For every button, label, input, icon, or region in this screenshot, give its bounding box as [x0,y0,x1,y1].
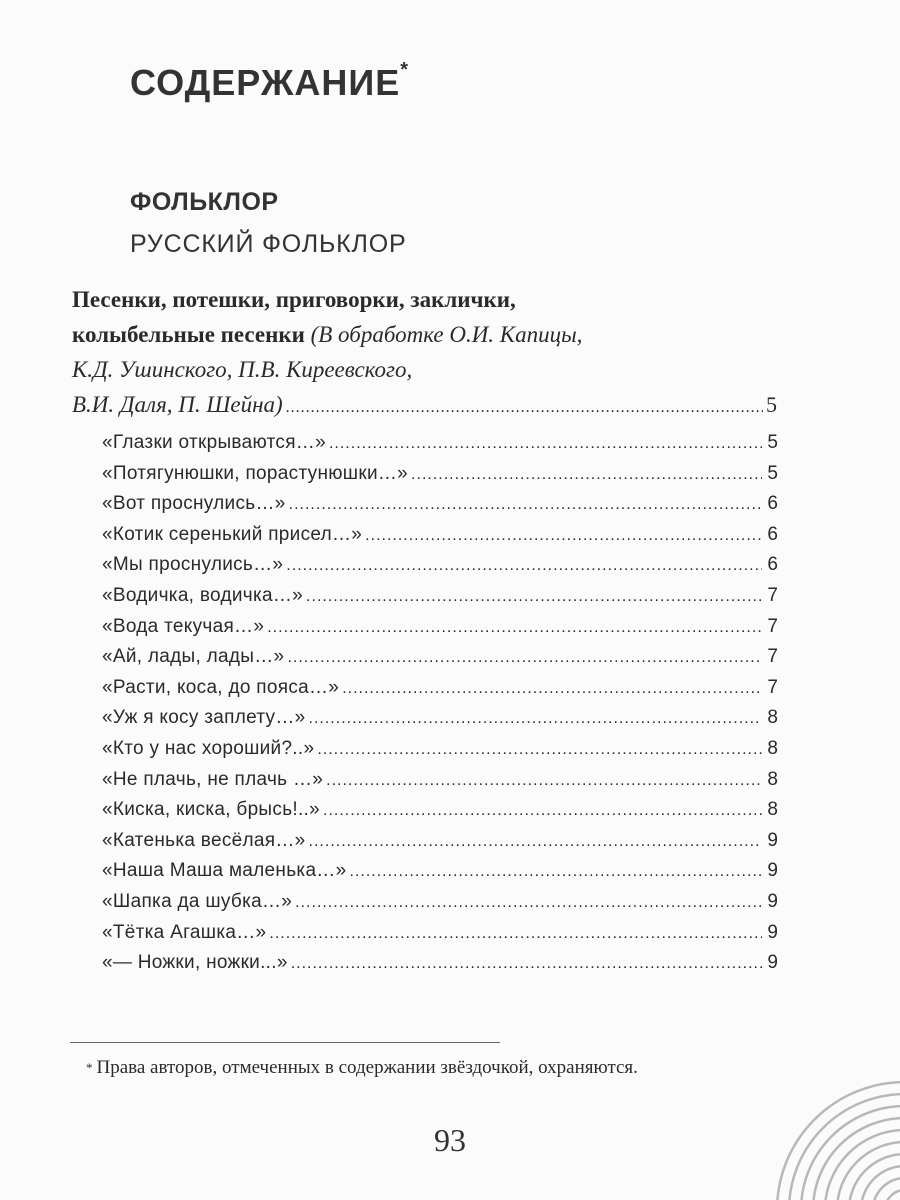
toc-entry[interactable] [102,463,778,494]
toc-entry-title: «Не плачь, не плачь …» [102,768,324,790]
toc-entry-page: 5 [767,462,778,484]
toc-entry[interactable] [102,493,778,524]
toc-entry[interactable] [102,616,778,647]
toc-entry-page: 9 [767,890,778,912]
toc-entry[interactable] [102,677,778,708]
dot-leader [267,619,762,637]
toc-entry[interactable] [102,646,778,677]
toc-entry[interactable] [102,952,778,983]
dot-leader [289,496,762,514]
toc-entry-title: «Глазки открываются…» [102,432,326,453]
decorative-swirl-icon [700,1030,900,1200]
dot-leader [329,435,762,453]
toc-entry-title: «Ай, лады, лады…» [102,646,285,668]
dot-leader [309,833,762,851]
page-number: 93 [434,1122,466,1158]
toc-entry[interactable] [102,585,778,616]
section-heading: ФОЛЬКЛОР [130,188,279,216]
dot-leader [286,390,763,425]
toc-entry-page: 7 [767,676,778,698]
toc-entry-title: «Котик серенький присел…» [102,523,363,545]
toc-entry-page: 8 [767,768,778,790]
toc-entry-title: «— Ножки, ножки...» [102,952,288,974]
group-heading [72,282,792,425]
toc-entry-title: «Катенька весёлая…» [102,829,306,851]
toc-entry-page: 8 [767,707,778,729]
dot-leader [306,588,762,606]
footnote-text: Права авторов, отмеченных в содержании звёздочкой, охраняются. [96,1057,638,1078]
toc-entry-page: 6 [767,523,778,545]
toc-entry[interactable] [102,738,778,769]
dot-leader [287,649,762,667]
page-title [130,59,410,104]
toc-entry-title: «Вот проснулись…» [102,493,286,515]
dot-leader [317,741,762,759]
toc-entry-page: 7 [767,584,778,606]
group-heading-line-4 [72,387,777,425]
toc-entry[interactable] [102,922,778,953]
group-editors-part-3: В.И. Даля, П. Шейна) [72,392,283,417]
toc-entry[interactable] [102,799,778,830]
toc-entry-title: «Уж я косу заплету…» [102,707,306,729]
subsection-heading: РУССКИЙ ФОЛЬКЛОР [130,230,407,258]
title-text: СОДЕРЖАНИЕ [130,62,401,103]
dot-leader [365,527,762,545]
toc-entry-title: «Наша Маша маленька…» [102,860,347,882]
toc-list [102,432,778,983]
dot-leader [269,925,762,943]
dot-leader [342,680,762,698]
toc-entry[interactable] [102,769,778,800]
footnote-mark: * [86,1060,93,1075]
toc-entry-page: 9 [767,921,778,943]
toc-entry-title: «Шапка да шубка…» [102,890,293,912]
group-editors-part-1: (В обработке О.И. Капицы, [310,322,583,347]
dot-leader [309,710,762,728]
toc-entry-page: 6 [767,554,778,576]
toc-entry-title: «Киска, киска, брысь!..» [102,799,320,821]
footnote [72,1053,792,1082]
toc-entry-page: 6 [767,493,778,515]
toc-entry-title: «Тётка Агашка…» [102,921,267,943]
dot-leader [286,557,762,575]
toc-entry-title: «Расти, коса, до пояса…» [102,676,340,698]
dot-leader [291,955,762,973]
footnote-divider [70,1042,500,1043]
toc-entry-title: «Водичка, водичка…» [102,584,304,606]
toc-entry-title: «Потягунюшки, порастунюшки…» [102,462,409,484]
toc-entry-title: «Мы проснулись…» [102,554,284,576]
toc-entry-page: 5 [767,432,778,453]
group-title-part-1: Песенки, потешки, приговорки, заклички, [72,287,516,312]
toc-entry-page: 7 [767,646,778,668]
toc-entry[interactable] [102,860,778,891]
dot-leader [326,772,762,790]
toc-entry-page: 9 [767,860,778,882]
toc-entry[interactable] [102,707,778,738]
toc-entry[interactable] [102,432,778,463]
toc-entry-page: 8 [767,737,778,759]
group-page-number: 5 [766,392,777,417]
toc-entry-page: 7 [767,615,778,637]
toc-entry[interactable] [102,554,778,585]
toc-entry-title: «Вода текучая…» [102,615,265,637]
group-editors-part-2: К.Д. Ушинского, П.В. Киреевского, [72,357,413,382]
group-heading-line-2 [72,317,792,352]
toc-entry-page: 9 [767,952,778,974]
toc-entry[interactable] [102,524,778,555]
toc-entry-title: «Кто у нас хороший?..» [102,737,315,759]
title-footnote-mark: * [400,59,410,81]
group-heading-line-3 [72,352,792,387]
toc-entry-page: 9 [767,829,778,851]
toc-entry[interactable] [102,830,778,861]
dot-leader [323,802,762,820]
group-heading-line-1 [72,282,792,317]
dot-leader [411,466,762,484]
dot-leader [349,863,762,881]
group-title-part-2: колыбельные песенки [72,322,305,347]
toc-entry-page: 8 [767,799,778,821]
dot-leader [295,894,762,912]
toc-entry[interactable] [102,891,778,922]
